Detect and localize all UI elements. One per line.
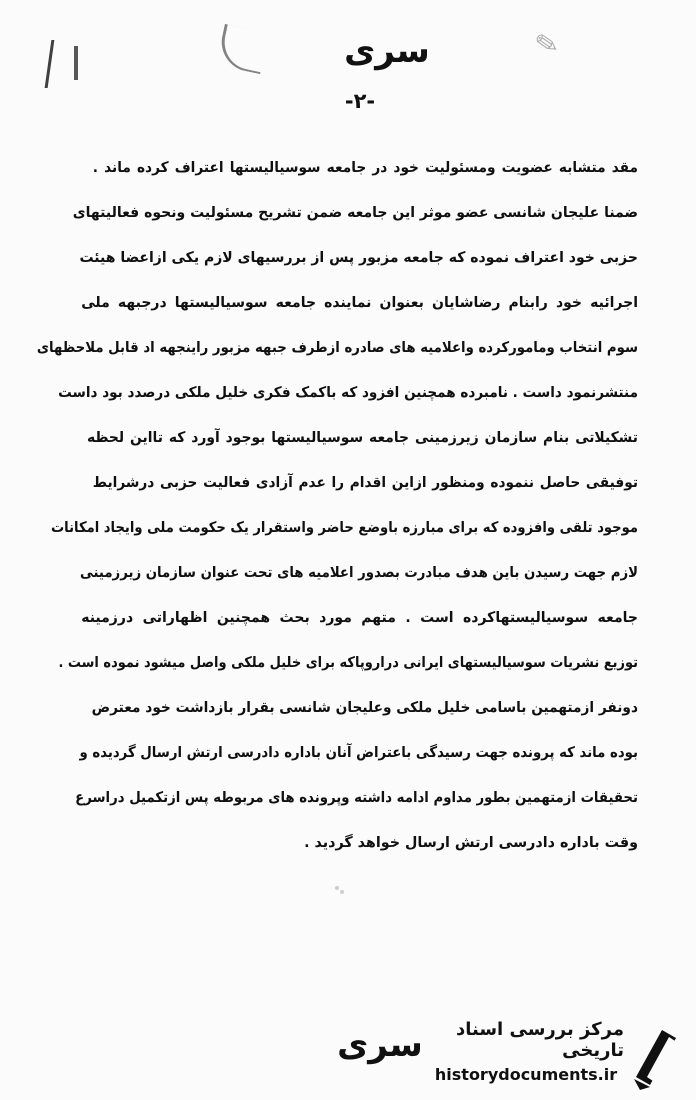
document-line: تحقیقات ازمتهمین بطور مداوم ادامه داشته وپرونده های مربوطه پس ازتکمیل دراسرع [75,789,638,806]
document-line: سوم انتخاب ومامورکرده واعلامیه های صادره ازطرف جبهه مزبور راینجهه اد قابل ملاحظهای [36,339,639,356]
handwritten-mark-icon [216,24,269,74]
document-line: تشکیلاتی بنام سازمان زیرزمینی جامعه سوسیالیستها بوجود آورد که تااین لحظه [87,429,638,446]
margin-mark-left [45,40,67,88]
margin-mark-left-secondary [74,46,78,80]
scan-speck [340,890,344,894]
document-line: دونفر ازمتهمین باسامی خلیل ملکی وعلیجان شانسی بقرار بازداشت خود معترض [91,699,639,716]
archive-url: historydocuments.ir [434,1064,618,1084]
page-number: -۲- [344,89,376,113]
document-line: حزبی خود اعتراف نموده که جامعه مزبور پس از بررسیهای لازم یکی ازاعضا هیئت [79,249,638,266]
document-line: لازم جهت رسیدن باین هدف مبادرت بصدور اعلامیه های تحت عنوان سازمان زیرزمینی [80,564,638,581]
document-line: اجرائیه خود رابنام رضاشایان بعنوان نماینده جامعه سوسیالیستها درجبهه ملی [81,294,638,311]
document-line: بوده ماند که پرونده جهت رسیدگی باعتراض آنان باداره دادرسی ارتش ارسال گردیده و [79,744,639,761]
scan-speck [335,886,339,890]
document-line: جامعه سوسیالیستهاکرده است . متهم مورد بحث همچنین اظهاراتی درزمینه [81,609,638,626]
document-line: توفیقی حاصل ننموده ومنظور ازاین اقدام را عدم آزادی فعالیت حزبی درشرایط [92,474,638,491]
archive-watermark [300,1014,690,1096]
document-line: موجود تلقی وافزوده که برای مبارزه باوضع حاضر واستقرار یک حکومت ملی وایجاد امکانات [50,519,638,536]
archive-title: مرکز بررسی اسناد تاریخی [456,1019,624,1061]
document-body [36,151,639,871]
archive-logo-icon [630,1022,682,1092]
faint-stamp-icon: ✎ [532,25,562,63]
document-line: مقد متشابه عضویت ومسئولیت خود در جامعه سوسیالیستها اعتراف کرده ماند . [92,159,638,176]
classification-header: سری [344,31,430,71]
document-line: توزیع نشریات سوسیالیستهای ایرانی دراروپاکه برای خلیل ملکی واصل میشود نموده است . [58,654,638,671]
document-line: وقت باداره دادرسی ارتش ارسال خواهد گردید . [304,834,638,851]
classification-footer: سری [337,1025,423,1065]
document-line: منتشرنمود داست . نامبرده همچنین افزود که باکمک فکری خلیل ملکی درصدد بود داست [58,384,639,401]
document-line: ضمنا علیجان شانسی عضو موثر این جامعه ضمن تشریح مسئولیت ونحوه فعالیتهای [72,204,639,221]
